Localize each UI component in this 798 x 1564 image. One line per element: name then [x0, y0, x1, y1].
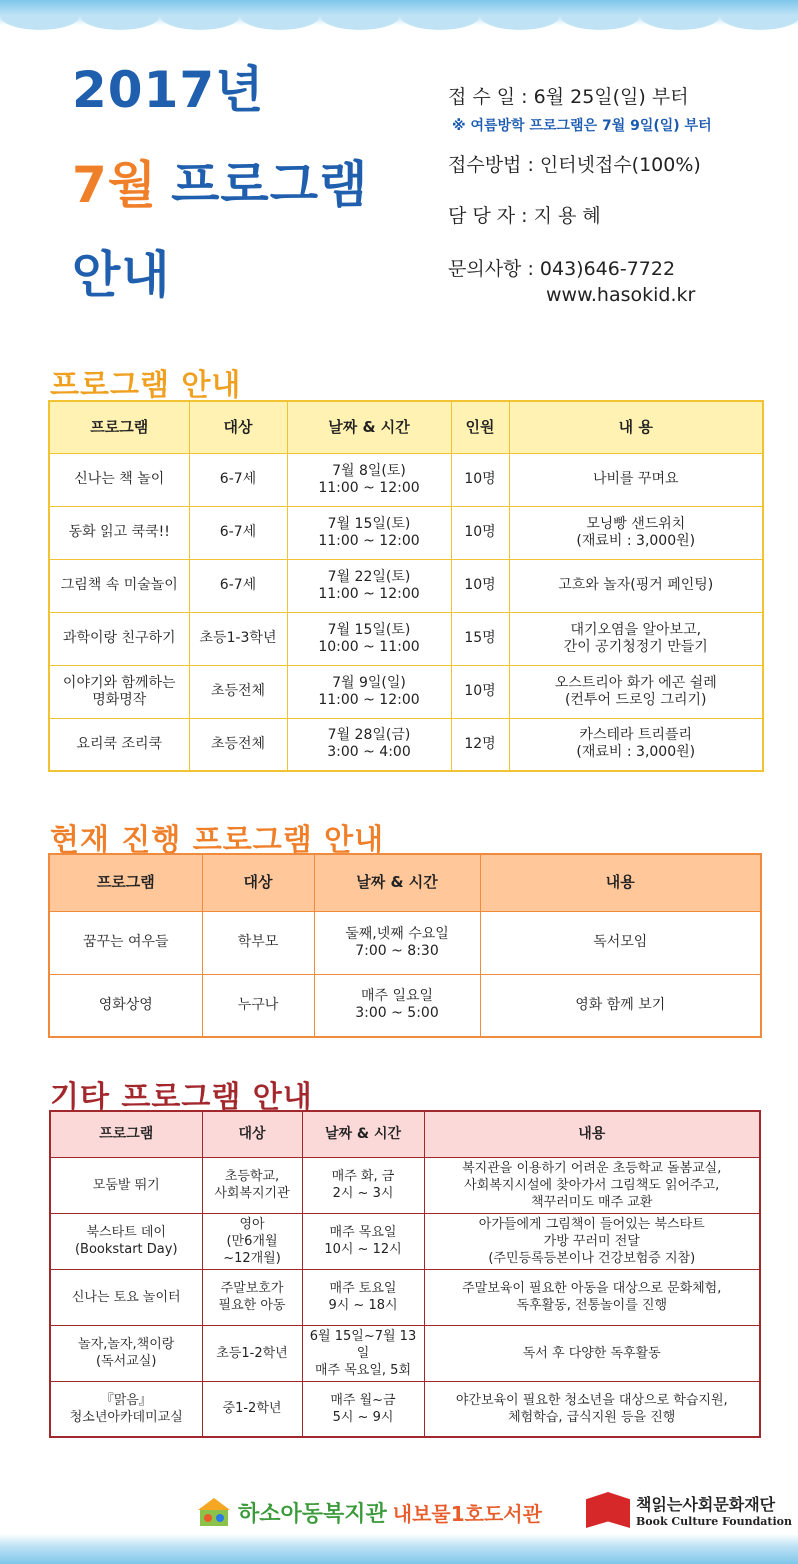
cell-target: 초등전체 [189, 665, 287, 718]
title-month: 7월 [72, 156, 158, 214]
hasoa-welfare-logo [196, 1494, 542, 1530]
cell-target: 초등1-2학년 [202, 1325, 302, 1381]
header-datetime: 날짜 & 시간 [302, 1111, 424, 1157]
section1-title: 프로그램 안내 [50, 368, 242, 403]
cell-content: 영화 함께 보기 [480, 974, 761, 1037]
top-wave-decoration [0, 0, 798, 26]
table-row [50, 1381, 760, 1437]
table-header-row [49, 854, 761, 911]
other-program-table [49, 1110, 761, 1438]
cell-target: 6-7세 [189, 453, 287, 506]
cell-program: 모둠발 뛰기 [50, 1157, 202, 1213]
cell-target: 영아 (만6개월 ~12개월) [202, 1213, 302, 1269]
welfare-center-icon [196, 1494, 232, 1530]
section2-title: 현재 진행 프로그램 안내 [50, 823, 385, 858]
info-method: 접수방법 : 인터넷접수(100%) [448, 154, 701, 176]
foundation-name-en: Book Culture Foundation [636, 1515, 793, 1528]
info-manager: 담 당 자 : 지 용 혜 [448, 205, 601, 227]
cell-content: 고흐와 놀자(핑거 페인팅) [509, 559, 763, 612]
cell-program: 놀자,놀자,책이랑 (독서교실) [50, 1325, 202, 1381]
table-header-row [49, 401, 763, 453]
table-row [49, 612, 763, 665]
header-target: 대상 [189, 401, 287, 453]
table-header-row [50, 1111, 760, 1157]
welfare-center-name: 하소아동복지관 [238, 1501, 387, 1527]
bottom-wave-decoration [0, 1534, 798, 1564]
cell-target: 초등1-3학년 [189, 612, 287, 665]
title-guide: 안내 [72, 246, 171, 304]
header-program: 프로그램 [49, 854, 202, 911]
cell-datetime: 매주 화, 금 2시 ~ 3시 [302, 1157, 424, 1213]
current-program-table [48, 853, 762, 1038]
cell-program: 신나는 토요 놀이터 [50, 1269, 202, 1325]
cell-target: 누구나 [202, 974, 314, 1037]
table-row [49, 665, 763, 718]
cell-datetime: 매주 월~금 5시 ~ 9시 [302, 1381, 424, 1437]
cell-target: 중1-2학년 [202, 1381, 302, 1437]
table-row [49, 559, 763, 612]
cell-program: 북스타트 데이 (Bookstart Day) [50, 1213, 202, 1269]
section3-title: 기타 프로그램 안내 [50, 1080, 313, 1115]
cell-datetime: 6월 15일~7월 13일 매주 목요일, 5회 [302, 1325, 424, 1381]
header-program: 프로그램 [50, 1111, 202, 1157]
cell-program: 과학이랑 친구하기 [49, 612, 189, 665]
header-datetime: 날짜 & 시간 [287, 401, 451, 453]
cell-program: 동화 읽고 쿡쿡!! [49, 506, 189, 559]
cell-program: 그림책 속 미술놀이 [49, 559, 189, 612]
title-program-word: 프로그램 [171, 156, 369, 214]
info-receipt-date: 접 수 일 : 6월 25일(일) 부터 [448, 86, 689, 108]
cell-program: 꿈꾸는 여우들 [49, 911, 202, 974]
header-target: 대상 [202, 1111, 302, 1157]
table-row [49, 506, 763, 559]
header-content: 내용 [480, 854, 761, 911]
table-row [50, 1213, 760, 1269]
cell-capacity: 10명 [451, 559, 509, 612]
cell-program: 『맑음』 청소년아카데미교실 [50, 1381, 202, 1437]
cell-content: 카스테라 트리플리 (재료비 : 3,000원) [509, 718, 763, 771]
library-name: 내보물1호도서관 [392, 1501, 542, 1526]
cell-target: 학부모 [202, 911, 314, 974]
cell-target: 초등전체 [189, 718, 287, 771]
cell-datetime: 매주 토요일 9시 ~ 18시 [302, 1269, 424, 1325]
table-row [50, 1269, 760, 1325]
cell-datetime: 7월 28일(금) 3:00 ~ 4:00 [287, 718, 451, 771]
cell-content: 복지관을 이용하기 어려운 초등학교 돌봄교실, 사회복지시설에 찾아가서 그림책도 읽어주고, 책꾸러미도 매주 교환 [424, 1157, 760, 1213]
footer-logos [0, 1488, 798, 1538]
cell-datetime: 매주 목요일 10시 ~ 12시 [302, 1213, 424, 1269]
cell-program: 이야기와 함께하는 명화명작 [49, 665, 189, 718]
cell-content: 대기오염을 알아보고, 간이 공기청정기 만들기 [509, 612, 763, 665]
title-year: 2017년 [72, 61, 265, 119]
cell-target: 주말보호가 필요한 아동 [202, 1269, 302, 1325]
cell-datetime: 둘째,넷째 수요일 7:00 ~ 8:30 [314, 911, 480, 974]
cell-content: 아가들에게 그림책이 들어있는 북스타트 가방 꾸러미 전달 (주민등록등본이나 건강보험증 지참) [424, 1213, 760, 1269]
cell-capacity: 10명 [451, 665, 509, 718]
info-contact: 문의사항 : 043)646-7722 [448, 258, 676, 280]
header-datetime: 날짜 & 시간 [314, 854, 480, 911]
cell-content: 독서모임 [480, 911, 761, 974]
header-target: 대상 [202, 854, 314, 911]
info-website[interactable]: www.hasokid.kr [546, 284, 696, 306]
cell-target: 초등학교, 사회복지기관 [202, 1157, 302, 1213]
table-row [49, 911, 761, 974]
header-program: 프로그램 [49, 401, 189, 453]
table-row [50, 1325, 760, 1381]
table-row [49, 974, 761, 1037]
info-summer-note: ※ 여름방학 프로그램은 7월 9일(일) 부터 [452, 118, 712, 134]
cell-content: 모닝빵 샌드위치 (재료비 : 3,000원) [509, 506, 763, 559]
table-row [49, 718, 763, 771]
cell-capacity: 15명 [451, 612, 509, 665]
cell-capacity: 12명 [451, 718, 509, 771]
header-content: 내 용 [509, 401, 763, 453]
cell-content: 나비를 꾸며요 [509, 453, 763, 506]
cell-program: 영화상영 [49, 974, 202, 1037]
cell-target: 6-7세 [189, 559, 287, 612]
cell-datetime: 7월 22일(토) 11:00 ~ 12:00 [287, 559, 451, 612]
cell-target: 6-7세 [189, 506, 287, 559]
table-row [50, 1157, 760, 1213]
book-icon [586, 1492, 630, 1528]
cell-capacity: 10명 [451, 506, 509, 559]
foundation-name-kr: 책읽는사회문화재단 [636, 1495, 776, 1514]
cell-datetime: 7월 8일(토) 11:00 ~ 12:00 [287, 453, 451, 506]
table-row [49, 453, 763, 506]
cell-content: 야간보육이 필요한 청소년을 대상으로 학습지원, 체험학습, 급식지원 등을 진행 [424, 1381, 760, 1437]
book-culture-foundation-logo [586, 1492, 792, 1528]
cell-content: 주말보육이 필요한 아동을 대상으로 문화체험, 독후활동, 전통놀이를 진행 [424, 1269, 760, 1325]
cell-datetime: 7월 15일(토) 10:00 ~ 11:00 [287, 612, 451, 665]
cell-datetime: 매주 일요일 3:00 ~ 5:00 [314, 974, 480, 1037]
title-program [72, 155, 368, 215]
program-table [48, 400, 764, 772]
cell-content: 오스트리아 화가 에곤 쉴레 (컨투어 드로잉 그리기) [509, 665, 763, 718]
header-content: 내용 [424, 1111, 760, 1157]
cell-content: 독서 후 다양한 독후활동 [424, 1325, 760, 1381]
cell-program: 신나는 책 놀이 [49, 453, 189, 506]
cell-capacity: 10명 [451, 453, 509, 506]
cell-datetime: 7월 9일(일) 11:00 ~ 12:00 [287, 665, 451, 718]
cell-program: 요리쿡 조리쿡 [49, 718, 189, 771]
cell-datetime: 7월 15일(토) 11:00 ~ 12:00 [287, 506, 451, 559]
header-capacity: 인원 [451, 401, 509, 453]
